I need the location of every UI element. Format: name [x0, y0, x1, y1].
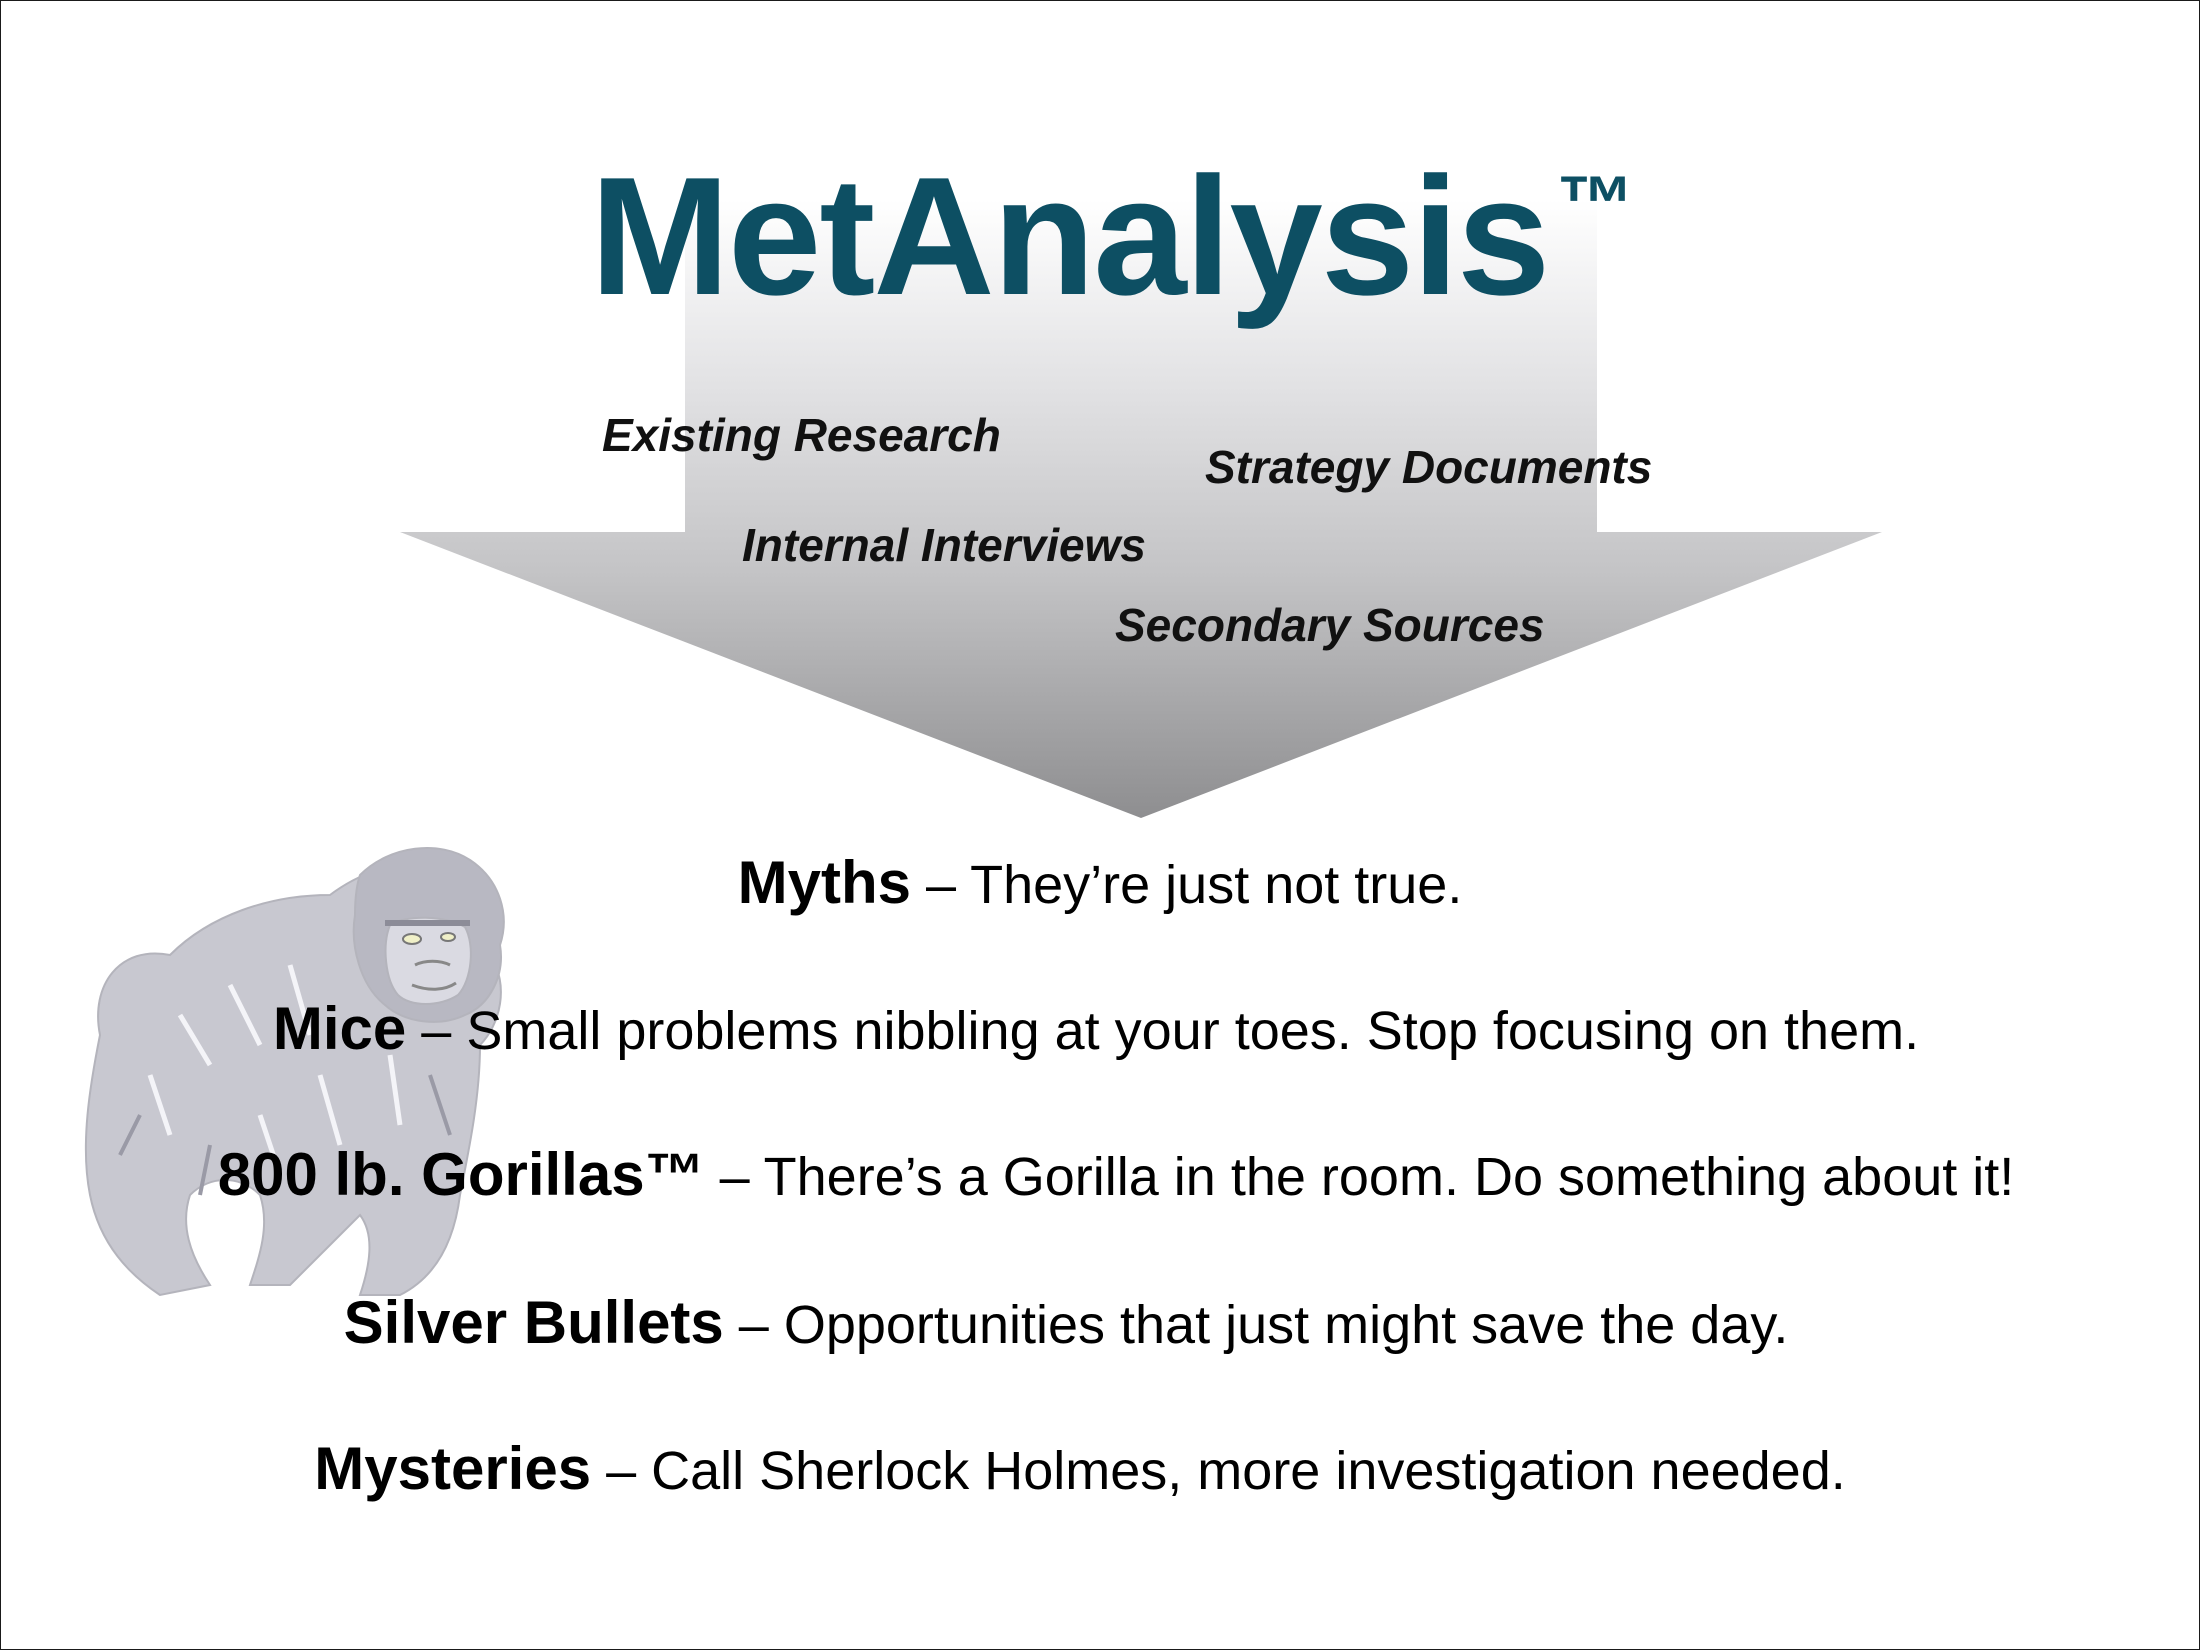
category-description: Small problems nibbling at your toes. Stop focusing on them. — [466, 1001, 1920, 1061]
category-mice — [0, 994, 2196, 1063]
category-name: Silver Bullets — [343, 1289, 724, 1356]
category-description: They’re just not true. — [970, 855, 1463, 915]
category-name: 800 lb. Gorillas™ — [217, 1141, 705, 1208]
title-text: MetAnalysis — [590, 142, 1549, 330]
category-separator: – — [704, 1147, 764, 1207]
category-separator: – — [723, 1295, 784, 1355]
category-separator: – — [591, 1441, 652, 1501]
page-title — [590, 140, 1790, 330]
category-description: Opportunities that just might save the day. — [783, 1295, 1789, 1355]
category-name: Mysteries — [314, 1435, 592, 1502]
trademark-symbol: ™ — [1556, 159, 1633, 247]
category-silver-bullets — [0, 1288, 2166, 1357]
category-description: There’s a Gorilla in the room. Do something about it! — [763, 1147, 2015, 1207]
source-strategy-documents: Strategy Documents — [1205, 441, 1653, 493]
category-description: Call Sherlock Holmes, more investigation needed. — [651, 1441, 1846, 1501]
source-existing-research: Existing Research — [602, 409, 1001, 461]
category-mysteries — [0, 1434, 2180, 1503]
source-secondary-sources: Secondary Sources — [1115, 599, 1545, 651]
category-name: Myths — [737, 849, 912, 916]
category-gorillas — [16, 1140, 2200, 1209]
source-internal-interviews: Internal Interviews — [742, 519, 1146, 571]
category-name: Mice — [272, 995, 407, 1062]
category-separator: – — [406, 1001, 467, 1061]
category-myths — [0, 848, 2200, 917]
category-separator: – — [911, 855, 971, 915]
